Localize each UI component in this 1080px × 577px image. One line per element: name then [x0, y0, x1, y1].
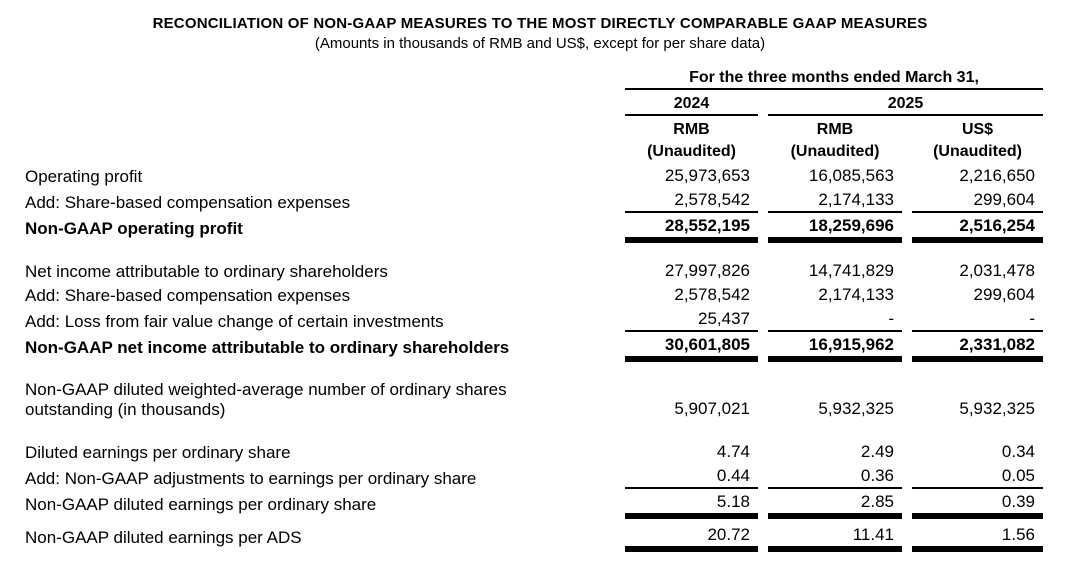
table-row-total [25, 332, 1043, 358]
audit-note: (Unaudited) [933, 143, 1022, 160]
value-2024-rmb: 0.44 [625, 463, 758, 489]
value-2025-usd: 2,216,650 [959, 166, 1035, 185]
row-label: Non-GAAP diluted earnings per ADS [25, 528, 302, 547]
value-2025-usd: 0.39 [912, 489, 1043, 515]
value-2024-rmb: 30,601,805 [625, 332, 758, 358]
value-2024-rmb: 5.18 [625, 489, 758, 515]
table-row [25, 187, 1043, 213]
row-label: Add: Share-based compensation expenses [25, 286, 351, 305]
audit-note: (Unaudited) [790, 143, 880, 160]
value-2025-usd: 2,331,082 [912, 332, 1043, 358]
table-row-total [25, 489, 1043, 515]
column-header-2025-rmb [768, 116, 902, 163]
audit-note: (Unaudited) [647, 143, 736, 160]
year-2024-header: 2024 [625, 90, 758, 116]
value-2025-rmb: 16,915,962 [768, 332, 902, 358]
row-label: Add: Share-based compensation expenses [25, 193, 351, 212]
row-label: Non-GAAP diluted earnings per ordinary share [25, 495, 377, 514]
value-2025-usd: - [912, 306, 1043, 332]
table-row [25, 258, 1043, 282]
row-label: Add: Non-GAAP adjustments to earnings per ordinary share [25, 469, 477, 488]
row-label: Non-GAAP operating profit [25, 219, 243, 238]
row-label: Net income attributable to ordinary shareholders [25, 262, 388, 281]
period-header: For the three months ended March 31, [625, 68, 1043, 90]
year-2025-header: 2025 [768, 90, 1043, 116]
value-2025-usd: 5,932,325 [959, 399, 1035, 418]
table-row-total [25, 522, 1043, 548]
value-2024-rmb: 2,578,542 [625, 187, 758, 213]
value-2025-usd: 2,031,478 [959, 261, 1035, 280]
value-2025-rmb: 2.49 [860, 442, 894, 461]
row-label: Non-GAAP net income attributable to ordinary shareholders [25, 338, 510, 357]
document-subtitle: (Amounts in thousands of RMB and US$, except for per share data) [314, 35, 766, 52]
column-header-2025-usd [912, 116, 1043, 163]
table-header-currency-row [25, 116, 1043, 163]
table-row [25, 163, 1043, 187]
table-row [25, 377, 1043, 420]
value-2025-rmb: 2,174,133 [818, 285, 894, 304]
currency-label: RMB [816, 121, 854, 138]
value-2025-usd: 2,516,254 [912, 213, 1043, 239]
table-row [25, 463, 1043, 489]
table-header-period-row [25, 68, 1043, 90]
table-row-total [25, 213, 1043, 239]
table-row [25, 439, 1043, 463]
column-header-2024-rmb [625, 116, 758, 163]
reconciliation-table [25, 68, 1043, 548]
value-2024-rmb: 2,578,542 [674, 285, 750, 304]
value-2024-rmb: 27,997,826 [664, 261, 750, 280]
value-2025-rmb: 2.85 [768, 489, 902, 515]
value-2025-usd: 1.56 [912, 522, 1043, 548]
value-2025-usd: 299,604 [973, 285, 1035, 304]
currency-label: RMB [673, 121, 710, 138]
value-2025-rmb: - [768, 306, 902, 332]
value-2025-rmb: 0.36 [768, 463, 902, 489]
value-2025-usd: 0.34 [1001, 442, 1035, 461]
value-2025-rmb: 16,085,563 [808, 166, 894, 185]
value-2025-rmb: 14,741,829 [808, 261, 894, 280]
table-header-years-row [25, 90, 1043, 116]
value-2024-rmb: 20.72 [625, 522, 758, 548]
row-label: Add: Loss from fair value change of certain investments [25, 312, 444, 331]
value-2024-rmb: 25,437 [625, 306, 758, 332]
value-2025-rmb: 18,259,696 [768, 213, 902, 239]
value-2024-rmb: 28,552,195 [625, 213, 758, 239]
currency-label: US$ [961, 121, 994, 138]
value-2024-rmb: 25,973,653 [664, 166, 750, 185]
value-2025-rmb: 5,932,325 [818, 399, 894, 418]
value-2025-rmb: 2,174,133 [768, 187, 902, 213]
document-title: RECONCILIATION OF NON-GAAP MEASURES TO THE MOST DIRECTLY COMPARABLE GAAP MEASURES [152, 15, 928, 32]
value-2025-usd: 299,604 [912, 187, 1043, 213]
table-row [25, 282, 1043, 306]
table-row [25, 306, 1043, 332]
value-2025-usd: 0.05 [912, 463, 1043, 489]
value-2024-rmb: 5,907,021 [674, 399, 750, 418]
value-2025-rmb: 11.41 [768, 522, 902, 548]
value-2024-rmb: 4.74 [716, 442, 750, 461]
row-label: Non-GAAP diluted weighted-average number of ordinary shares outstanding (in thousands) [25, 380, 507, 419]
row-label: Operating profit [25, 167, 143, 186]
row-label: Diluted earnings per ordinary share [25, 443, 291, 462]
